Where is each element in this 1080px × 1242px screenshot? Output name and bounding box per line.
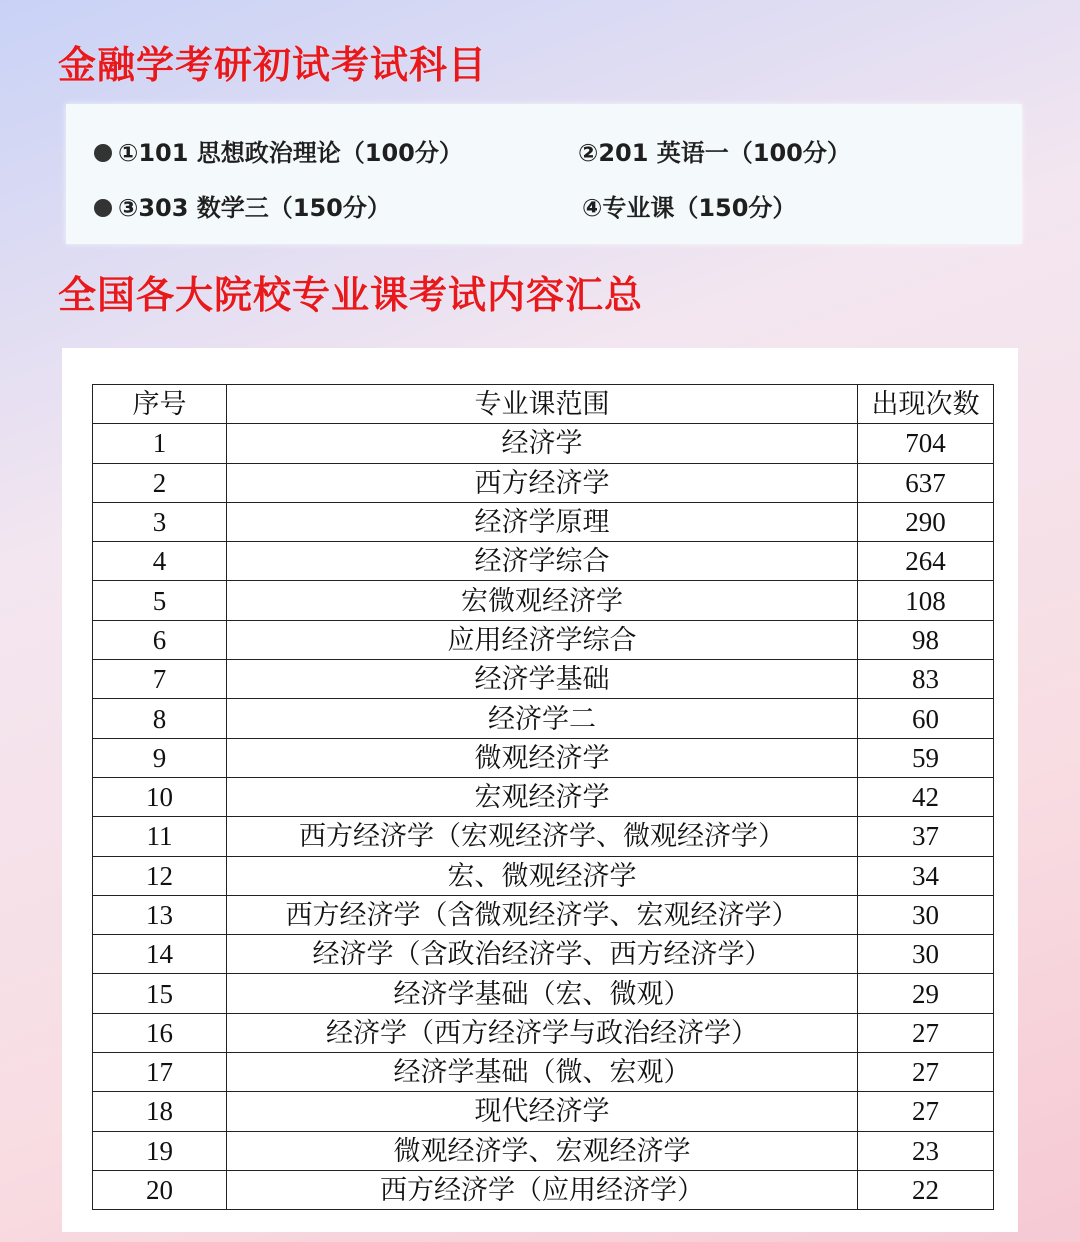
row-count-cell: 30 bbox=[858, 895, 994, 934]
subject-text: 专业课（150分） bbox=[602, 194, 797, 222]
row-index-cell: 20 bbox=[93, 1170, 227, 1209]
table-row bbox=[93, 660, 994, 699]
summary-heading: 全国各大院校专业课考试内容汇总 bbox=[58, 273, 644, 317]
row-course-cell: 经济学 bbox=[227, 424, 858, 463]
table-row bbox=[93, 974, 994, 1013]
subject-item-politics bbox=[94, 137, 463, 169]
row-index-cell: 12 bbox=[93, 856, 227, 895]
table-row bbox=[93, 1131, 994, 1170]
row-course-cell: 西方经济学 bbox=[227, 463, 858, 502]
table-row bbox=[93, 699, 994, 738]
course-table bbox=[92, 384, 994, 1210]
row-course-cell: 经济学综合 bbox=[227, 542, 858, 581]
row-course-cell: 现代经济学 bbox=[227, 1092, 858, 1131]
row-index-cell: 1 bbox=[93, 424, 227, 463]
row-index-cell: 2 bbox=[93, 463, 227, 502]
row-course-cell: 宏、微观经济学 bbox=[227, 856, 858, 895]
table-row bbox=[93, 777, 994, 816]
row-course-cell: 经济学基础（宏、微观） bbox=[227, 974, 858, 1013]
table-row bbox=[93, 620, 994, 659]
table-header-row bbox=[93, 385, 994, 424]
row-index-cell: 11 bbox=[93, 817, 227, 856]
row-index-cell: 17 bbox=[93, 1053, 227, 1092]
row-count-cell: 264 bbox=[858, 542, 994, 581]
table-row bbox=[93, 1092, 994, 1131]
row-count-cell: 30 bbox=[858, 935, 994, 974]
row-count-cell: 34 bbox=[858, 856, 994, 895]
row-course-cell: 西方经济学（应用经济学） bbox=[227, 1170, 858, 1209]
row-count-cell: 42 bbox=[858, 777, 994, 816]
exam-subjects-card bbox=[66, 104, 1022, 244]
row-index-cell: 7 bbox=[93, 660, 227, 699]
bullet-icon bbox=[94, 199, 112, 217]
row-course-cell: 宏观经济学 bbox=[227, 777, 858, 816]
table-row bbox=[93, 895, 994, 934]
row-count-cell: 83 bbox=[858, 660, 994, 699]
row-index-cell: 16 bbox=[93, 1013, 227, 1052]
row-index-cell: 10 bbox=[93, 777, 227, 816]
table-row bbox=[93, 542, 994, 581]
exam-subjects-heading: 金融学考研初试考试科目 bbox=[58, 43, 488, 87]
subject-item-english bbox=[578, 137, 851, 169]
row-course-cell: 经济学基础 bbox=[227, 660, 858, 699]
row-count-cell: 27 bbox=[858, 1092, 994, 1131]
row-count-cell: 22 bbox=[858, 1170, 994, 1209]
row-course-cell: 经济学原理 bbox=[227, 502, 858, 541]
table-row bbox=[93, 1013, 994, 1052]
table-row bbox=[93, 581, 994, 620]
row-count-cell: 60 bbox=[858, 699, 994, 738]
header-count: 出现次数 bbox=[858, 385, 994, 424]
row-course-cell: 西方经济学（宏观经济学、微观经济学） bbox=[227, 817, 858, 856]
row-count-cell: 27 bbox=[858, 1013, 994, 1052]
table-row bbox=[93, 502, 994, 541]
subject-text: 303 数学三（150分） bbox=[138, 194, 391, 222]
row-course-cell: 经济学（西方经济学与政治经济学） bbox=[227, 1013, 858, 1052]
table-row bbox=[93, 856, 994, 895]
table-row bbox=[93, 817, 994, 856]
row-course-cell: 经济学（含政治经济学、西方经济学） bbox=[227, 935, 858, 974]
table-row bbox=[93, 463, 994, 502]
header-course-scope: 专业课范围 bbox=[227, 385, 858, 424]
table-row bbox=[93, 1053, 994, 1092]
row-course-cell: 经济学二 bbox=[227, 699, 858, 738]
subject-text: 101 思想政治理论（100分） bbox=[138, 139, 463, 167]
row-count-cell: 290 bbox=[858, 502, 994, 541]
subject-marker: ④ bbox=[582, 194, 603, 222]
row-course-cell: 应用经济学综合 bbox=[227, 620, 858, 659]
row-index-cell: 19 bbox=[93, 1131, 227, 1170]
row-count-cell: 29 bbox=[858, 974, 994, 1013]
row-count-cell: 637 bbox=[858, 463, 994, 502]
row-count-cell: 98 bbox=[858, 620, 994, 659]
row-course-cell: 宏微观经济学 bbox=[227, 581, 858, 620]
subject-marker: ③ bbox=[118, 194, 139, 222]
subject-item-major bbox=[582, 192, 796, 224]
row-index-cell: 4 bbox=[93, 542, 227, 581]
table-row bbox=[93, 738, 994, 777]
header-index: 序号 bbox=[93, 385, 227, 424]
table-row bbox=[93, 1170, 994, 1209]
row-index-cell: 5 bbox=[93, 581, 227, 620]
course-table-card bbox=[62, 348, 1018, 1232]
row-count-cell: 23 bbox=[858, 1131, 994, 1170]
row-count-cell: 37 bbox=[858, 817, 994, 856]
row-index-cell: 3 bbox=[93, 502, 227, 541]
row-course-cell: 微观经济学、宏观经济学 bbox=[227, 1131, 858, 1170]
row-index-cell: 14 bbox=[93, 935, 227, 974]
bullet-icon bbox=[94, 144, 112, 162]
row-index-cell: 9 bbox=[93, 738, 227, 777]
row-count-cell: 27 bbox=[858, 1053, 994, 1092]
row-index-cell: 18 bbox=[93, 1092, 227, 1131]
row-count-cell: 108 bbox=[858, 581, 994, 620]
row-count-cell: 704 bbox=[858, 424, 994, 463]
row-index-cell: 6 bbox=[93, 620, 227, 659]
row-course-cell: 微观经济学 bbox=[227, 738, 858, 777]
row-count-cell: 59 bbox=[858, 738, 994, 777]
row-index-cell: 15 bbox=[93, 974, 227, 1013]
row-index-cell: 8 bbox=[93, 699, 227, 738]
subject-item-math bbox=[94, 192, 391, 224]
row-course-cell: 西方经济学（含微观经济学、宏观经济学） bbox=[227, 895, 858, 934]
subject-marker: ① bbox=[118, 139, 139, 167]
subject-marker: ② bbox=[578, 139, 599, 167]
table-row bbox=[93, 424, 994, 463]
row-course-cell: 经济学基础（微、宏观） bbox=[227, 1053, 858, 1092]
row-index-cell: 13 bbox=[93, 895, 227, 934]
table-row bbox=[93, 935, 994, 974]
subject-text: 201 英语一（100分） bbox=[598, 139, 851, 167]
